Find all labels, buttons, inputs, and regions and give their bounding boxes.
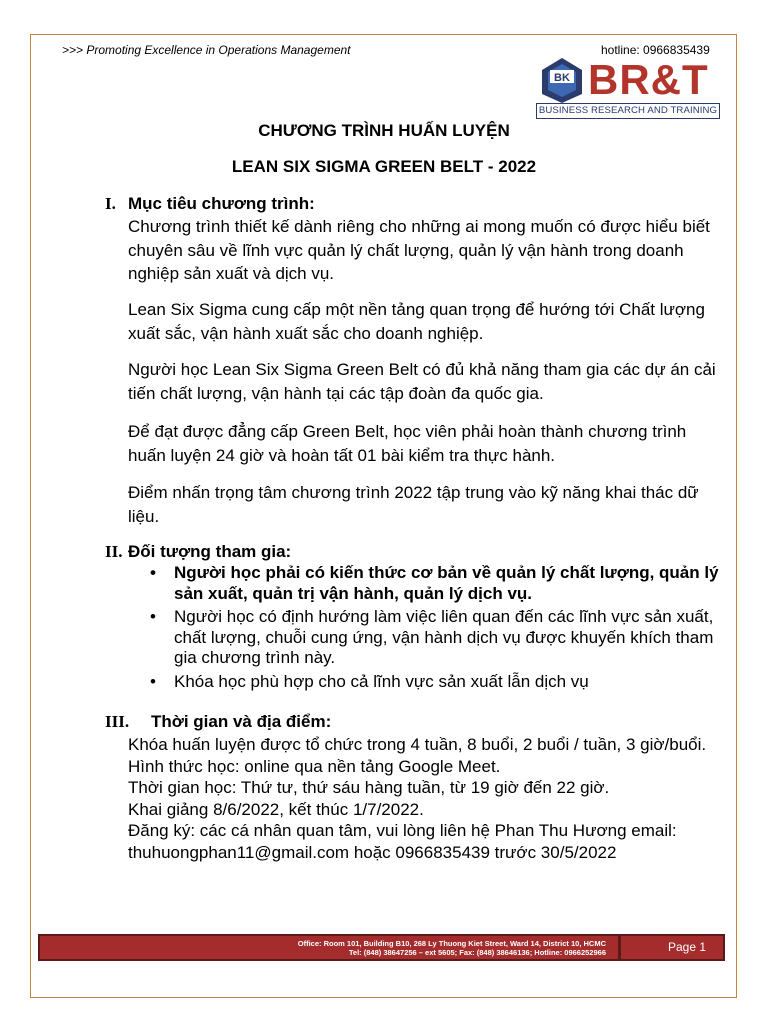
section3-title: Thời gian và địa điểm: xyxy=(151,712,332,731)
section1-heading xyxy=(105,194,315,214)
section2-bullet-list xyxy=(150,563,725,695)
logo-subtitle: BUSINESS RESEARCH AND TRAINING xyxy=(536,103,720,119)
list-item: • Khóa học phù hợp cho cả lĩnh vực sản xuất lẫn dịch vụ xyxy=(150,671,589,691)
footer-divider xyxy=(618,936,621,959)
bullet-icon: • xyxy=(150,607,156,626)
section3-number: III. xyxy=(105,712,130,731)
list-item: • Người học phải có kiến thức cơ bản về quản lý chất lượng, quản lý sản xuất, quản trị vận hành, quản lý dịch vụ. xyxy=(150,563,719,603)
bullet-icon: • xyxy=(150,563,156,582)
footer-address: Office: Room 101, Building B10, 268 Ly Thuong Kiet Street, Ward 14, District 10, HCMC xyxy=(297,939,606,948)
list-item: • Người học có định hướng làm việc liên quan đến các lĩnh vực sản xuất, chất lượng, chuỗi cung ứng, vận hành dịch vụ được khuyến khích tham gia chương trình này. xyxy=(150,607,714,667)
document-title-line1: CHƯƠNG TRÌNH HUẤN LUYỆN xyxy=(258,121,510,140)
logo-mark-icon xyxy=(540,56,584,104)
section2-title: Đối tượng tham gia: xyxy=(128,542,292,561)
section1-title: Mục tiêu chương trình: xyxy=(128,194,315,213)
logo-brand: BR&T xyxy=(588,56,709,103)
header-tagline: >>> Promoting Excellence in Operations Management xyxy=(62,43,351,57)
section1-number: I. xyxy=(105,194,116,213)
section2-heading xyxy=(105,542,291,562)
bullet-icon: • xyxy=(150,671,156,691)
document-title-line2: LEAN SIX SIGMA GREEN BELT - 2022 xyxy=(231,157,537,176)
section3-heading xyxy=(105,712,331,732)
section1-paragraph-4: Để đạt được đẳng cấp Green Belt, học viên phải hoàn thành chương trình huấn luyện 24 giờ và hoàn tất 01 bài kiểm tra thực hành. xyxy=(128,422,687,465)
section2-number: II. xyxy=(105,542,123,561)
section1-paragraph-1: Chương trình thiết kế dành riêng cho những ai mong muốn có được hiểu biết chuyên sâu về lĩnh vực quản lý chất lượng, quản lý vận hành trong doanh nghiệp sản xuất và dịch vụ. xyxy=(128,217,710,283)
section1-paragraph-3: Người học Lean Six Sigma Green Belt có đủ khả năng tham gia các dự án cải tiến chất lượng, vận hành tại các tập đoàn đa quốc gia. xyxy=(128,360,716,403)
brt-logo xyxy=(536,56,720,122)
section1-paragraph-2: Lean Six Sigma cung cấp một nền tảng quan trọng để hướng tới Chất lượng xuất sắc, vận hành xuất sắc cho doanh nghiệp. xyxy=(128,300,705,343)
footer-contacts: Tel: (848) 38647256 – ext 5605; Fax: (848) 38646136; Hotline: 0966252966 xyxy=(348,948,606,957)
section1-paragraph-5: Điểm nhấn trọng tâm chương trình 2022 tập trung vào kỹ năng khai thác dữ liệu. xyxy=(128,483,699,526)
logo-mark-text: BK xyxy=(554,72,570,84)
section3-text: Khóa huấn luyện được tổ chức trong 4 tuần, 8 buổi, 2 buổi / tuần, 3 giờ/buổi. Hình thức học: online qua nền tảng Google Meet. Thời gian học: Thứ tư, thứ sáu hàng tuần, từ 19 giờ đến 22 giờ. Khai giảng 8/6/2022, kết thúc 1/7/2022. Đăng ký: các cá nhân quan tâm, vui lòng liên hệ Phan Thu Hương email: thuhuongphan11@gmail.com hoặc 0966835439 trước 30/5/2022 xyxy=(128,735,707,862)
footer-bar xyxy=(38,934,725,961)
header-hotline: hotline: 0966835439 xyxy=(601,43,710,57)
page-number: Page 1 xyxy=(668,940,707,954)
